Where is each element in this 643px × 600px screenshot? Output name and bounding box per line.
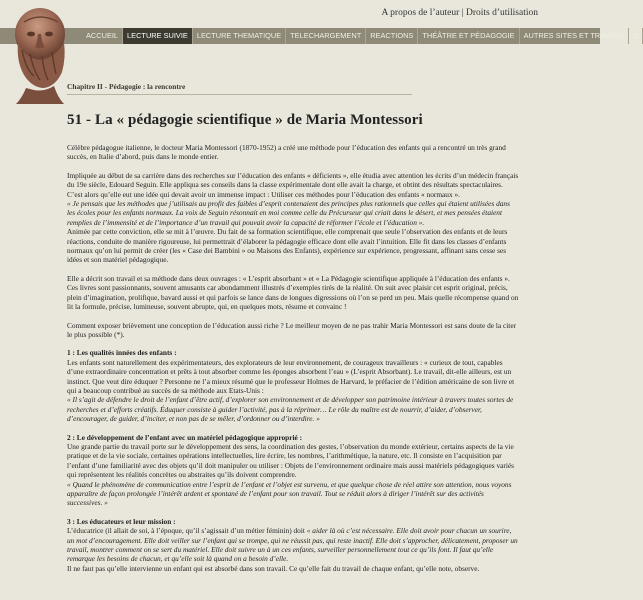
quote-educators: « aider là où c’est nécessaire. Elle doit avoir pour chacun un sourire, un mot d’encouragement. Elle doit veiller sur l’enfant qui se trompe, qui ne réussit pas, qui reste inactif. Elle doit s’approcher, délicatement, proposer un travail, montrer comment on se sert du matériel. Elle doit suivre un à un ces enfants, surveiller personnellement tout ce qu’ils font. Il faut qu’elle remarque les besoins de chacun, et qu’elle soit là quand on a besoin d’elle.	[67, 526, 518, 564]
main-nav	[0, 28, 639, 44]
usage-rights-link[interactable]: Droits d’utilisation	[465, 8, 538, 18]
paragraph-seguin: Impliquée au début de sa carrière dans des recherches sur l’éducation des enfants « déficients », elle étudia avec attention les écrits d’un médecin français du 19e siècle, Edouard Seguin. Elle appliqua ses conseils dans la classe expérimentale dont elle avait la charge, et obtint des résultats spectaculaires. C’est alors qu’elle eut une idée qui devait avoir un immense impact : Utiliser ces méthodes pour l’éducation des enfants « normaux ».	[67, 170, 519, 199]
nav-item-autres-sites[interactable]: AUTRES SITES ET TRAVAUX	[520, 28, 629, 44]
about-author-link[interactable]: A propos de l’auteur	[381, 8, 460, 18]
nav-item-reactions[interactable]: REACTIONS	[366, 28, 418, 44]
article-content	[67, 82, 519, 573]
section-heading-3: 3 : Les éducateurs et leur mission :	[67, 516, 176, 526]
nav-item-telechargement[interactable]: TELECHARGEMENT	[286, 28, 366, 44]
socrates-bust-logo	[4, 4, 76, 104]
paragraph-books: Ces livres sont passionnants, souvent amusants car abondamment illustrés d’exemples tirés de la réalité. On suit avec plaisir cet esprit original, précis, plein d’imagination, prolifique, bavard aussi et qui parfois se lance dans de longues digressions où l’on se perd un peu. Mais quelle récompense quand on lit la formule, précise, lumineuse, souvent abrupte, qui, en quelques mots, résume et convainc !	[67, 283, 519, 312]
nav-item-lecture-suivie[interactable]: LECTURE SUIVIE	[123, 28, 193, 44]
paragraph-educators	[67, 526, 519, 564]
top-links	[381, 8, 538, 18]
section-heading-2: 2 : Le développement de l’enfant avec un matériel pédagogique approprié :	[67, 432, 303, 442]
nav-item-theatre-pedagogie[interactable]: THÉÂTRE ET PÉDAGOGIE	[418, 28, 519, 44]
top-links-separator: |	[459, 8, 466, 18]
nav-item-accueil[interactable]: ACCUEIL	[82, 28, 123, 44]
top-bar	[0, 0, 600, 28]
chapter-heading: Chapitre II - Pédagogie : la rencontre	[67, 82, 412, 95]
paragraph-conviction: Animée par cette conviction, elle se mit à l’œuvre. Du fait de sa formation scientifique, elle comprenait que seule l’observation des enfants et de leurs réactions, conduite de manière rigoureuse, lui permettrait d’élaborer la pédagogie efficace dont elle avait l’intuition. Elle fit dans les classes d’enfants normaux qu’on lui permit de créer (les « Case dei Bambini » ou Maisons des Enfants), expérience sur expérience, progressant, affinant sans cesse ses idées et son matériel pédagogique.	[67, 227, 508, 265]
paragraph-qualities: Les enfants sont naturellement des expérimentateurs, des explorateurs de leur environnement, de courageux travailleurs : « curieux de tout, capables d’une extraordinaire concentration et prêts à tout absorber comme les éponges absorbent l’eau » (L’esprit Absorbant). Le travail, dit-elle ailleurs, est un instinct. Que veut dire éduquer ? Personne ne l’a mieux résumé que le professeur Holmes de Harvard, le préfacier de l’édition américaine de son livre et qui a beaucoup contribué au succès de sa méthode aux Etats-Unis :	[67, 357, 515, 395]
section-heading-1: 1 : Les qualités innées des enfants :	[67, 348, 177, 358]
quote-seguin: « Je pensais que les méthodes que j’utilisais au profit des faibles d’esprit contenaient des principes plus rationnels que celles qui étaient utilisées dans les écoles pour les enfants normaux. La voix de Seguin résonnait en moi comme celle du Précurseur qui criait dans le désert, et mes pensées étaient remplies de l’immensité et de l’importance d’un travail qui pouvait avoir la capacité de réformer l’école et l’éducation ».	[67, 199, 510, 227]
page-title: 51 - La « pédagogie scientifique » de Maria Montessori	[67, 112, 423, 128]
paragraph-material: Une grande partie du travail porte sur le développement des sens, la coordination des gestes, l’observation du monde extérieur, certains aspects de la vie pratique et de la vie sociale, certaines opérations intellectuelles, lire écrire, les nombres, l’arithmétique, la nature, etc. Il consiste en l’acquisition par l’enfant d’une familiarité avec des objets qu’il doit manipuler ou utiliser : Objets de l’environnement ordinaire mais aussi matériels pédagogiques variés qui représentent les réalités concrètes ou abstraites qu’ils doivent comprendre.	[67, 441, 515, 480]
quote-holmes: « Il s’agit de défendre le droit de l’enfant d’être actif, d’explorer son environnement et de développer son patrimoine intérieur à travers toutes sortes de recherches et d’efforts créatifs. Éduquer consiste à guider l’activité, pas à la réprimer… Le rôle du maître est de nourrir, d’aider, d’observer, d’encourager, de guider, d’inciter, et non pas de se mêler, d’ordonner ou d’interdire. »	[67, 395, 514, 424]
nav-item-c[interactable]: C	[629, 28, 643, 44]
paragraph-educators-cont: Il ne faut pas qu’elle intervienne un enfant qui est absorbé dans son travail. Ce qu’elle fait du travail de chaque enfant, qu’elle note, observe.	[67, 563, 480, 573]
educators-text: L’éducatrice (il allait de soi, à l’époque, qu’il s’agissait d’un métier féminin) doit	[67, 526, 307, 536]
nav-items	[82, 28, 643, 44]
quote-communication: « Quand le phénomène de communication entre l’esprit de l’enfant et l’objet est survenu, et que quelque chose de réel attire son attention, nous voyons apparaître de façon prolongée l’intérêt ardent et spontané de l’enfant pour son travail. Tout se réduit alors à diriger l’intérêt sur des activités successives. »	[67, 479, 512, 508]
paragraph-works: Elle a décrit son travail et sa méthode dans deux ouvrages : « L’esprit absorbant » et « La Pédagogie scientifique appliquée à l’éducation des enfants ».	[67, 273, 510, 283]
paragraph-intro: Célèbre pédagogue italienne, le docteur Maria Montessori (1870-1952) a créé une méthode pour l’éducation des enfants qui a rencontré un très grand succès, en Italie d’abord, puis dans le monde entier.	[67, 143, 506, 162]
nav-item-lecture-thematique[interactable]: LECTURE THEMATIQUE	[193, 28, 286, 44]
paragraph-summary: Comment exposer brièvement une conception de l’éducation aussi riche ? Le meilleur moyen de ne pas trahir Maria Montessori est sans doute de la citer le plus possible (*).	[67, 320, 517, 339]
